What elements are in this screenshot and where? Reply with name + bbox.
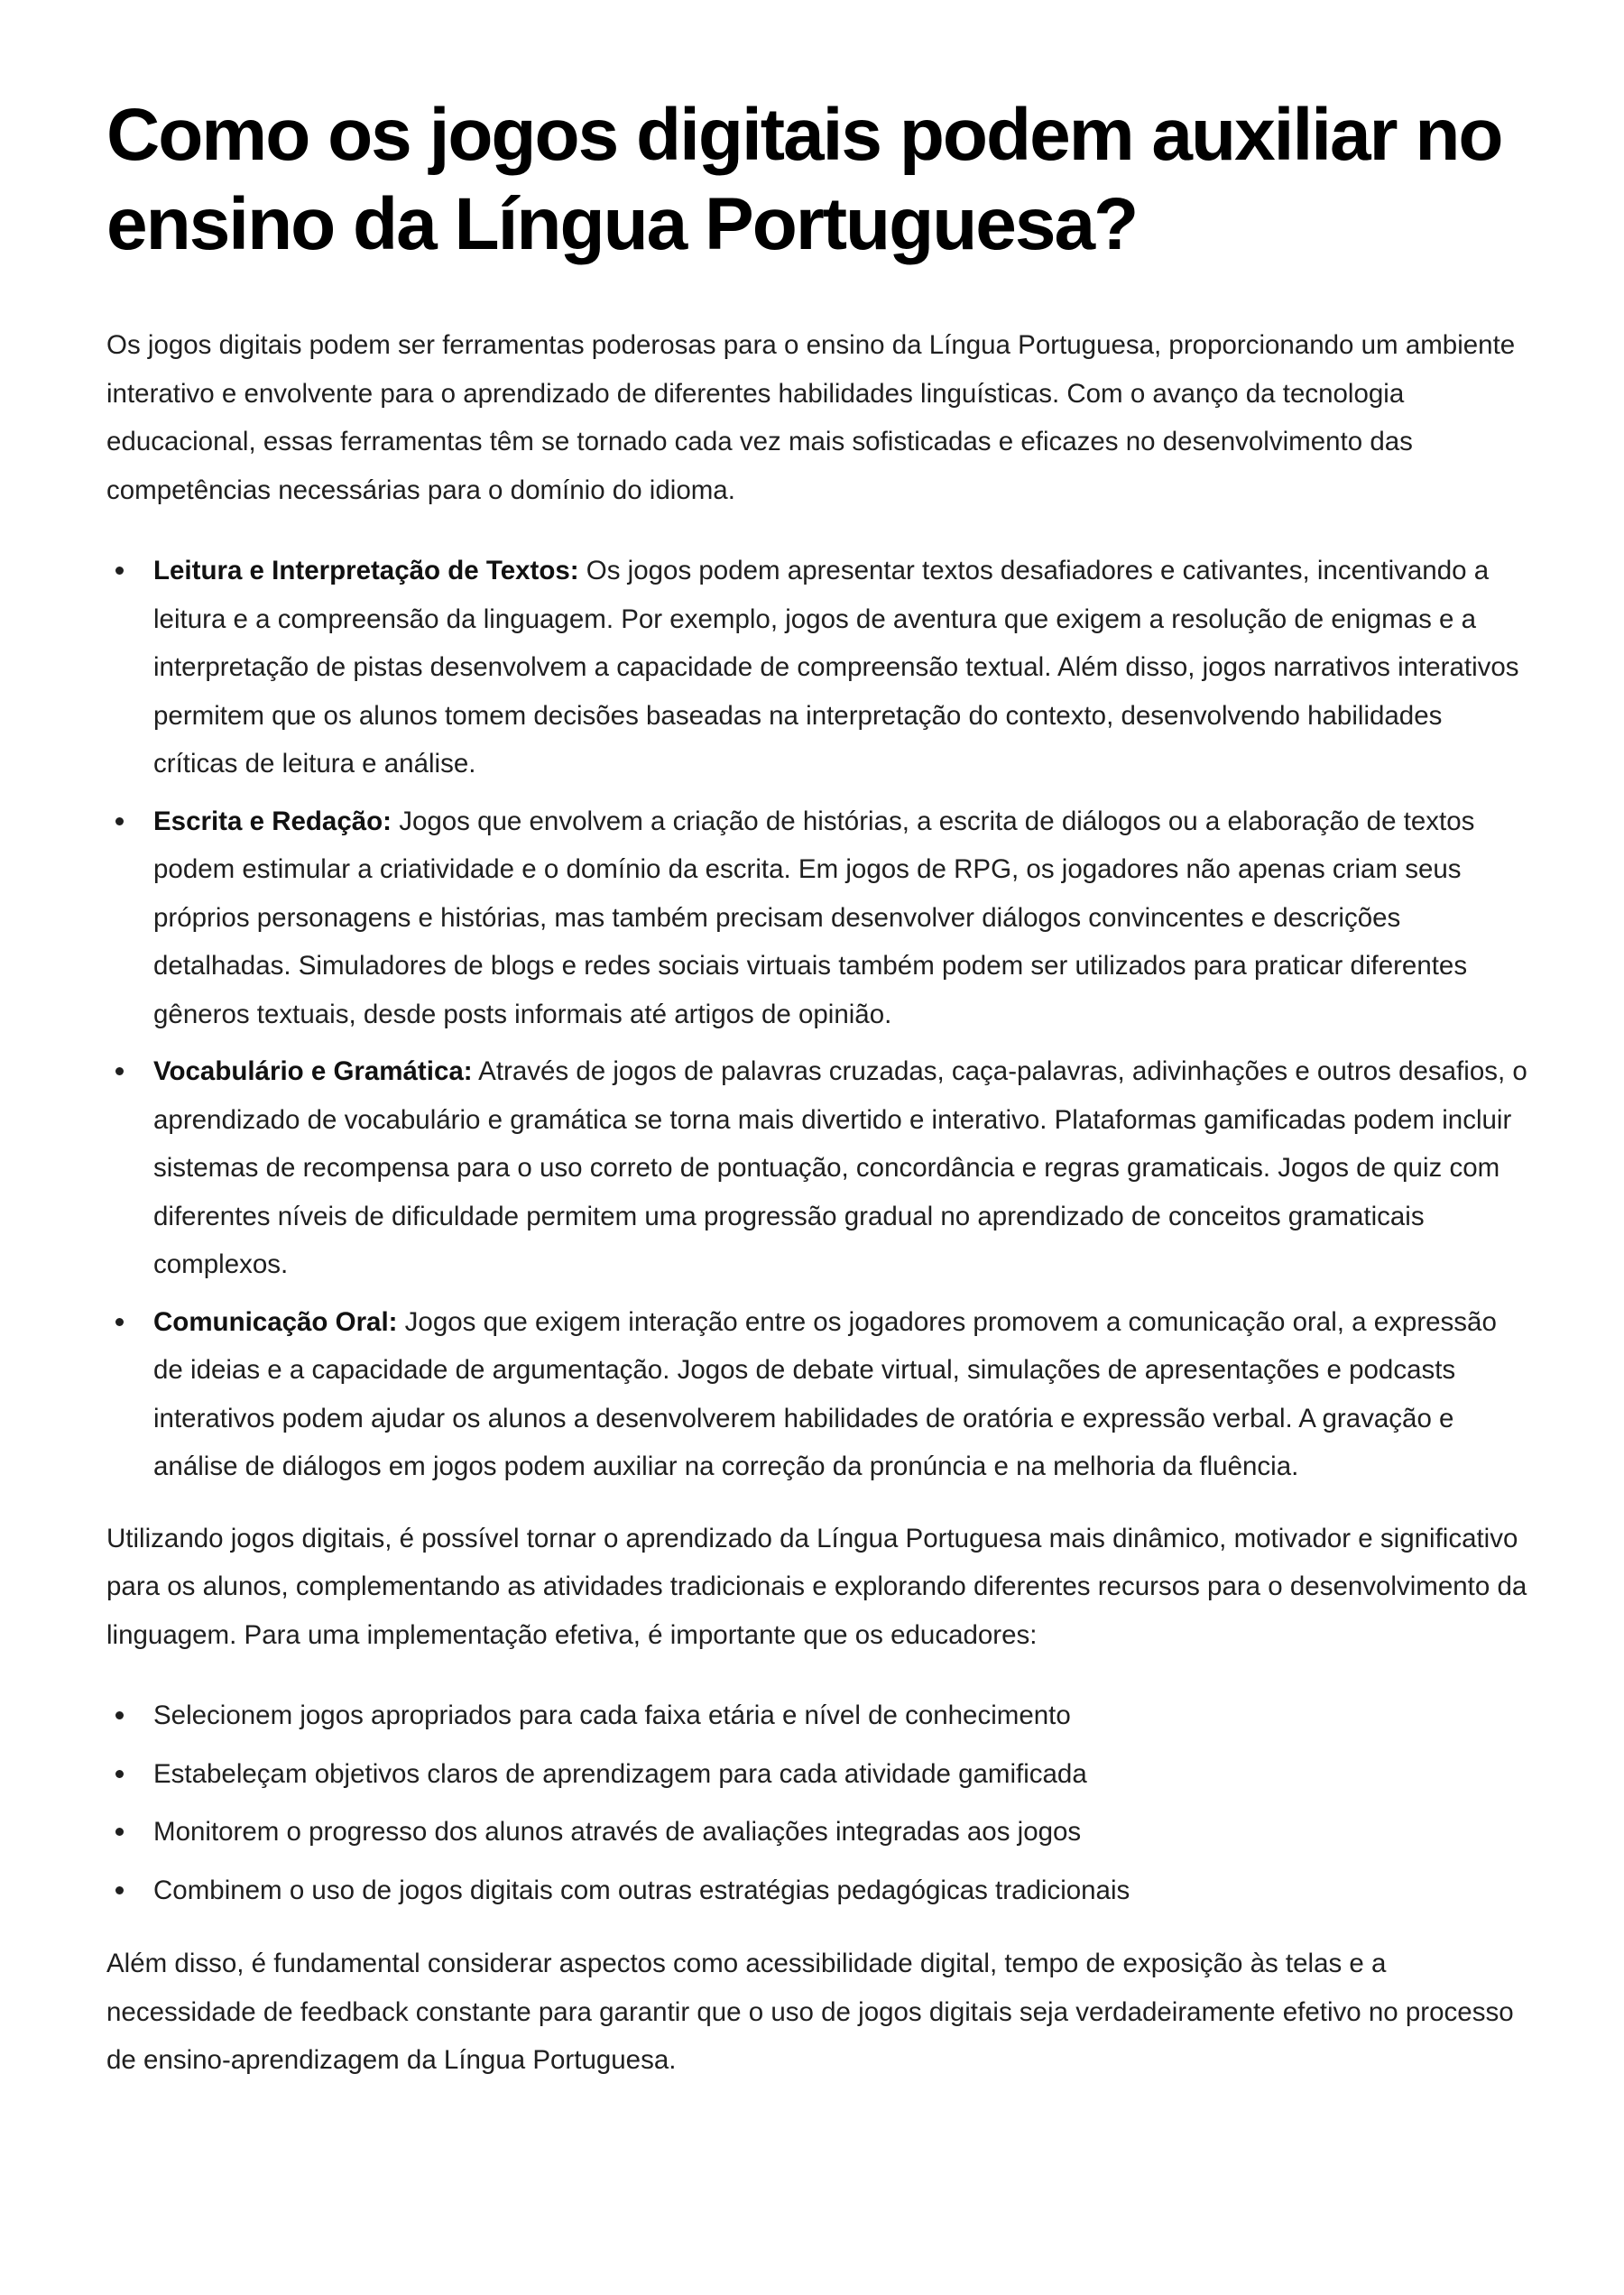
list-item: [153, 1691, 1532, 1740]
bullet-icon: [115, 567, 124, 575]
recommendations-list: [106, 1691, 1532, 1914]
item-label: Escrita e Redação:: [153, 806, 392, 836]
page-title: Como os jogos digitais podem auxiliar no ensino da Língua Portuguesa?: [106, 94, 1502, 265]
item-label: Comunicação Oral:: [153, 1306, 398, 1337]
item-text: Estabeleçam objetivos claros de aprendizagem para cada atividade gamificada: [153, 1758, 1087, 1789]
intro-paragraph: Os jogos digitais podem ser ferramentas poderosas para o ensino da Língua Portuguesa, proporcionando um ambiente interativo e envolvente para o aprendizado de diferentes habilidades linguísticas. Com o avanço da tecnologia educacional, essas ferramentas têm se tornado cada vez mais sofisticadas e eficazes no desenvolvimento das competências necessárias para o domínio do idioma.: [106, 330, 1516, 505]
item-label: Leitura e Interpretação de Textos:: [153, 556, 579, 585]
list-item: [153, 1047, 1532, 1289]
bullet-icon: [115, 817, 124, 825]
conclusion-paragraph: Além disso, é fundamental considerar aspectos como acessibilidade digital, tempo de exposição às telas e a necessidade de feedback constante para garantir que o uso de jogos digitais seja verdadeiramente efetivo no processo de ensino-aprendizagem da Língua Portuguesa.: [106, 1949, 1514, 2075]
list-item: [153, 1808, 1532, 1857]
item-text: Através de jogos de palavras cruzadas, caça-palavras, adivinhações e outros desafios, o aprendizado de vocabulário e gramática se torna mais divertido e interativo. Plataformas gamificadas podem incluir sistemas de recompensa para o uso correto de pontuação, concordância e regras gramaticais. Jogos de quiz com diferentes níveis de dificuldade permitem uma progressão gradual no aprendizado de conceitos gramaticais complexos.: [153, 1056, 1527, 1279]
item-text: Selecionem jogos apropriados para cada faixa etária e nível de conhecimento: [153, 1701, 1071, 1730]
list-item: [153, 1866, 1532, 1915]
item-label: Vocabulário e Gramática:: [153, 1056, 473, 1086]
list-item: [153, 1750, 1532, 1799]
list-item: [153, 547, 1532, 788]
item-text: Jogos que exigem interação entre os jogadores promovem a comunicação oral, a expressão de ideias e a capacidade de argumentação. Jogos de debate virtual, simulações de apresentações e podcasts interativos podem ajudar os alunos a desenvolverem habilidades de oratória e expressão verbal. A gravação e análise de diálogos em jogos podem auxiliar na correção da pronúncia e na melhoria da fluência.: [153, 1306, 1497, 1481]
item-text: Jogos que envolvem a criação de histórias, a escrita de diálogos ou a elaboração de textos podem estimular a criatividade e o domínio da escrita. Em jogos de RPG, os jogadores não apenas criam seus próprios personagens e histórias, mas também precisam desenvolver diálogos convincentes e descrições detalhadas. Simuladores de blogs e redes sociais virtuais também podem ser utilizados para praticar diferentes gêneros textuais, desde posts informais até artigos de opinião.: [153, 806, 1475, 1029]
skills-list: [106, 547, 1532, 1491]
item-text: Monitorem o progresso dos alunos através de avaliações integradas aos jogos: [153, 1817, 1082, 1847]
bullet-icon: [115, 1770, 124, 1778]
list-item: [153, 797, 1532, 1039]
middle-paragraph: Utilizando jogos digitais, é possível tornar o aprendizado da Língua Portuguesa mais dinâmico, motivador e significativo para os alunos, complementando as atividades tradicionais e explorando diferentes recursos para o desenvolvimento da linguagem. Para uma implementação efetiva, é importante que os educadores:: [106, 1523, 1527, 1650]
bullet-icon: [115, 1711, 124, 1719]
list-item: [153, 1298, 1532, 1491]
bullet-icon: [115, 1067, 124, 1075]
bullet-icon: [115, 1318, 124, 1326]
item-text: Combinem o uso de jogos digitais com outras estratégias pedagógicas tradicionais: [153, 1875, 1130, 1905]
item-text: Os jogos podem apresentar textos desafiadores e cativantes, incentivando a leitura e a compreensão da linguagem. Por exemplo, jogos de aventura que exigem a resolução de enigmas e a interpretação de pistas desenvolvem a capacidade de compreensão textual. Além disso, jogos narrativos interativos permitem que os alunos tomem decisões baseadas na interpretação do contexto, desenvolvendo habilidades críticas de leitura e análise.: [153, 556, 1519, 779]
article: [106, 90, 1532, 2085]
bullet-icon: [115, 1886, 124, 1894]
bullet-icon: [115, 1828, 124, 1836]
